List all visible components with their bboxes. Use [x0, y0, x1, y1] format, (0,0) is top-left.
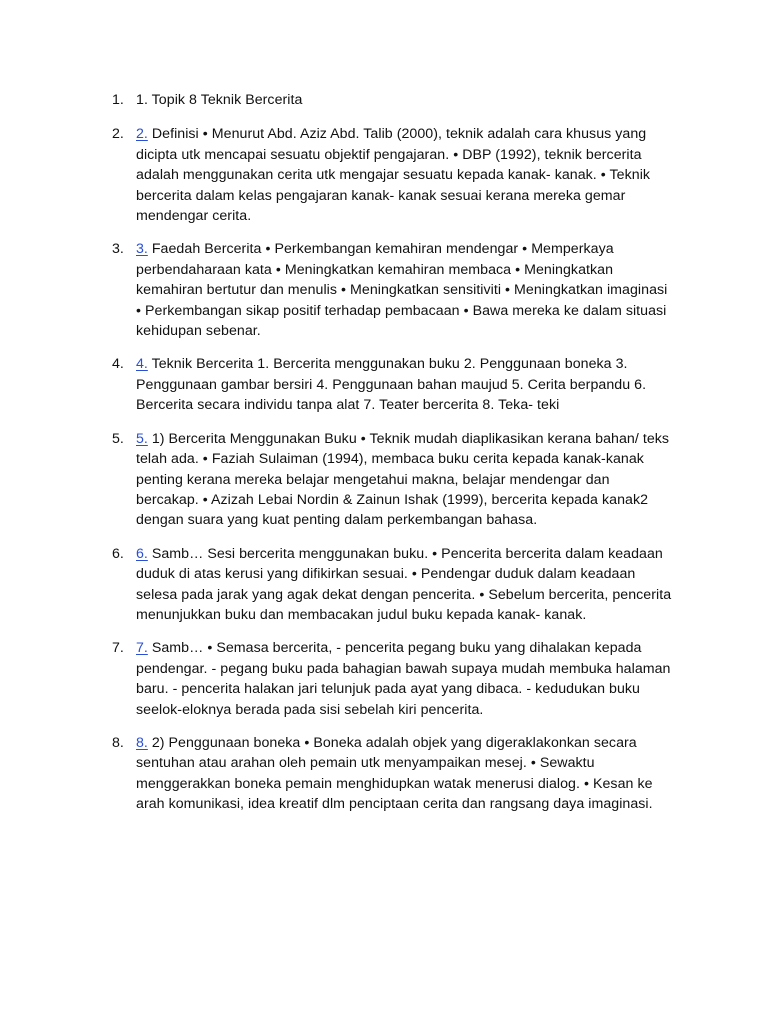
item-number: 5. [112, 430, 124, 447]
list-item [112, 429, 672, 531]
item-number: 2. [112, 126, 124, 143]
list-item [112, 638, 672, 720]
slide-link[interactable]: 7. [136, 640, 148, 657]
item-number: 4. [112, 356, 124, 373]
item-number: 6. [112, 545, 124, 562]
slide-link[interactable]: 8. [136, 734, 148, 751]
item-number: 7. [112, 640, 124, 657]
item-number: 1. [112, 92, 124, 108]
list-item [112, 90, 672, 110]
item-text: Samb… • Semasa bercerita, - pencerita pegang buku yang dihalakan kepada pendengar. - pegang buku pada bahagian bawah supaya mudah membuka halaman baru. - pencerita halakan jari telunjuk pada ayat yang dibaca. - kedudukan buku seelok-eloknya berada pada sisi sebelah kiri pencerita. [136, 640, 671, 718]
item-text: 2) Penggunaan boneka • Boneka adalah objek yang digeraklakonkan secara sentuhan atau arahan oleh pemain utk menyampaikan mesej. • Sewaktu menggerakkan boneka pemain menghidupkan watak menerusi dialog. • Kesan ke arah komunikasi, idea kreatif dlm penciptaan cerita dan rangsang daya imaginasi. [136, 734, 653, 813]
list-item [112, 544, 672, 626]
list-item [112, 239, 672, 341]
slide-link[interactable]: 3. [136, 241, 148, 258]
item-text: Faedah Bercerita • Perkembangan kemahiran mendengar • Memperkaya perbendaharaan kata • Meningkatkan kemahiran membaca • Meningkatkan kemahiran bertutur dan menulis • Meningkatkan sensitiviti • Meningkatkan imaginasi • Perkembangan sikap positif terhadap pembacaan • Bawa mereka ke dalam situasi kehidupan sebenar. [136, 241, 668, 340]
slide-link[interactable]: 5. [136, 430, 148, 447]
item-text: 1) Bercerita Menggunakan Buku • Teknik mudah diaplikasikan kerana bahan/ teks telah ada. • Faziah Sulaiman (1994), membaca buku cerita kepada kanak-kanak penting kerana mereka belajar mengetahui makna, belajar mendengar dan bercakap. • Azizah Lebai Nordin & Zainun Ishak (1999), bercerita kepada kanak2 dengan suara yang kuat penting dalam perkembangan bahasa. [136, 430, 670, 529]
item-number: 3. [112, 241, 124, 258]
slide-list [112, 90, 672, 828]
item-text: Samb… Sesi bercerita menggunakan buku. • Pencerita bercerita dalam keadaan duduk di atas kerusi yang difikirkan sesuai. • Pendengar duduk dalam keadaan selesa pada jarak yang agak dekat dengan pencerita. • Sebelum bercerita, pencerita menunjukkan buku dan membacakan judul buku kepada kanak- kanak. [136, 545, 672, 623]
item-text: 1. Topik 8 Teknik Bercerita [136, 92, 303, 108]
item-text: Teknik Bercerita 1. Bercerita menggunakan buku 2. Penggunaan boneka 3. Penggunaan gambar bersiri 4. Penggunaan bahan maujud 5. Cerita berpandu 6. Bercerita secara individu tanpa alat 7. Teater bercerita 8. Teka- teki [136, 356, 647, 414]
slide-link[interactable]: 6. [136, 545, 148, 562]
item-text: Definisi • Menurut Abd. Aziz Abd. Talib (2000), teknik adalah cara khusus yang dicipta utk mencapai sesuatu objektif pengajaran. • DBP (1992), teknik bercerita adalah menggunakan cerita utk mengajar sesuatu kepada kanak- kanak. • Teknik bercerita dalam kelas pengajaran kanak- kanak sesuai kerana mereka gemar mendengar cerita. [136, 126, 651, 225]
slide-link[interactable]: 4. [136, 356, 148, 373]
list-item [112, 733, 672, 815]
list-item [112, 124, 672, 226]
slide-link[interactable]: 2. [136, 126, 148, 143]
list-item [112, 354, 672, 415]
item-number: 8. [112, 734, 124, 751]
